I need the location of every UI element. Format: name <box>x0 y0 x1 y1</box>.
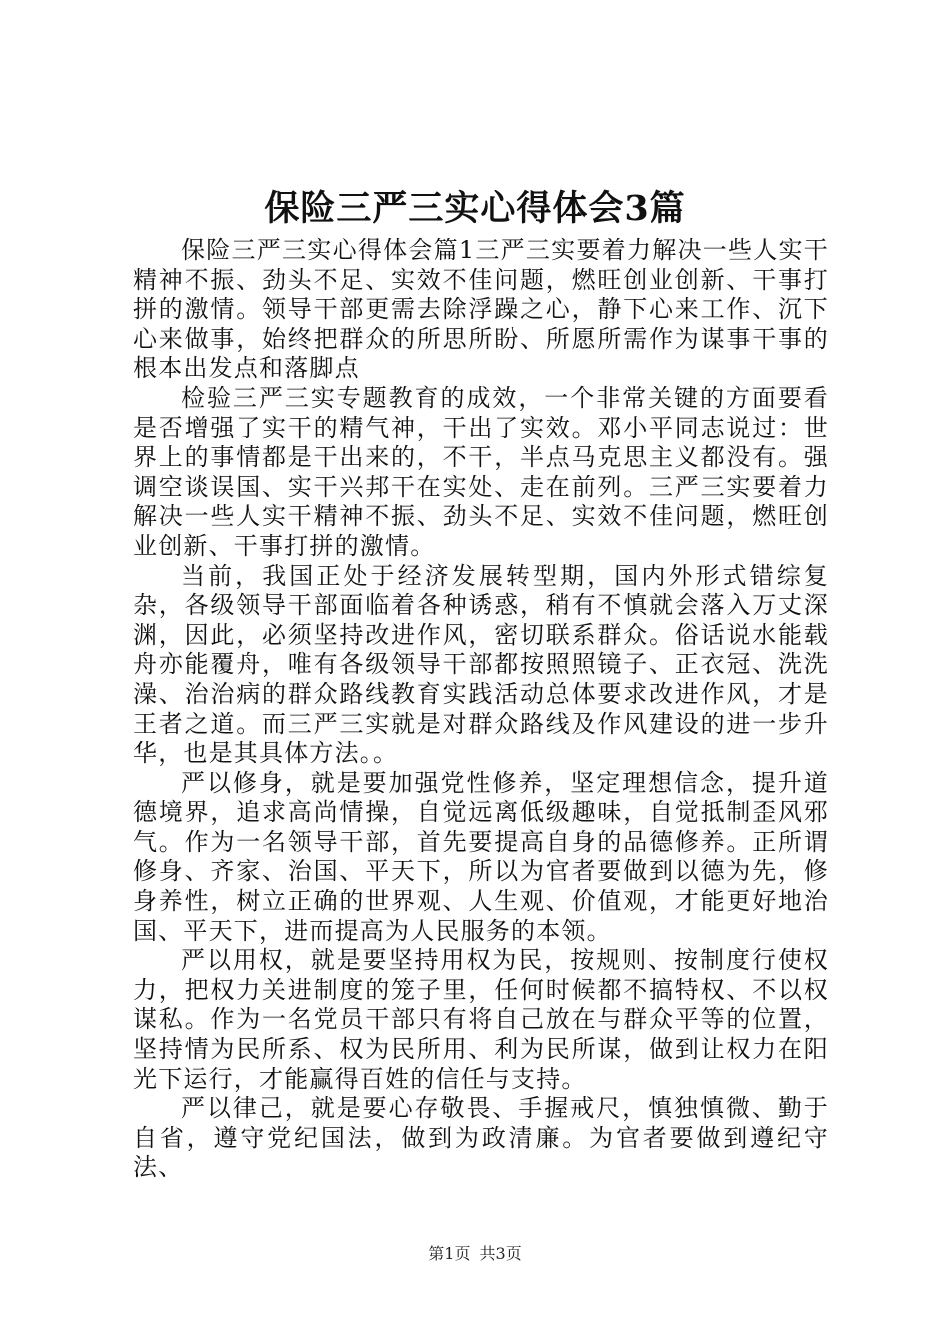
paragraph-3: 当前，我国正处于经济发展转型期，国内外形式错综复杂，各级领导干部面临着各种诱惑，稍有不慎就会落入万丈深渊，因此，必须坚持改进作风，密切联系群众。俗话说水能载舟亦能覆舟，唯有各级领导干部都按照照镜子、正衣冠、洗洗澡、治治病的群众路线教育实践活动总体要求改进作风，才是王者之道。而三严三实就是对群众路线及作风建设的进一步升华，也是其具体方法。。 <box>133 561 829 768</box>
paragraph-5: 严以用权，就是要坚持用权为民，按规则、按制度行使权力，把权力关进制度的笼子里，任何时候都不搞特权、不以权谋私。作为一名党员干部只有将自己放在与群众平等的位置，坚持情为民所系、权为民所用、利为民所谋，做到让权力在阳光下运行，才能赢得百姓的信任与支持。 <box>133 946 829 1093</box>
document-body <box>133 236 829 1183</box>
page-footer <box>0 1243 950 1265</box>
paragraph-1: 保险三严三实心得体会篇1三严三实要着力解决一些人实干精神不振、劲头不足、实效不佳问题，燃旺创业创新、干事打拼的激情。领导干部更需去除浮躁之心，静下心来工作、沉下心来做事，始终把群众的所思所盼、所愿所需作为谋事干事的根本出发点和落脚点 <box>133 236 829 383</box>
page-number: 第1页 <box>428 1244 471 1263</box>
paragraph-4: 严以修身，就是要加强党性修养，坚定理想信念，提升道德境界，追求高尚情操，自觉远离低级趣味，自觉抵制歪风邪气。作为一名领导干部，首先要提高自身的品德修养。正所谓修身、齐家、治国、平天下，所以为官者要做到以德为先，修身养性，树立正确的世界观、人生观、价值观，才能更好地治国、平天下，进而提高为人民服务的本领。 <box>133 768 829 945</box>
paragraph-6: 严以律己，就是要心存敬畏、手握戒尺，慎独慎微、勤于自省，遵守党纪国法，做到为政清廉。为官者要做到遵纪守法、 <box>133 1094 829 1182</box>
page-total: 共3页 <box>479 1244 522 1263</box>
document-title: 保险三严三实心得体会3篇 <box>264 188 686 229</box>
paragraph-2: 检验三严三实专题教育的成效，一个非常关键的方面要看是否增强了实干的精气神，干出了实效。邓小平同志说过：世界上的事情都是干出来的，不干，半点马克思主义都没有。强调空谈误国、实干兴邦干在实处、走在前列。三严三实要着力解决一些人实干精神不振、劲头不足、实效不佳问题，燃旺创业创新、干事打拼的激情。 <box>133 383 829 560</box>
